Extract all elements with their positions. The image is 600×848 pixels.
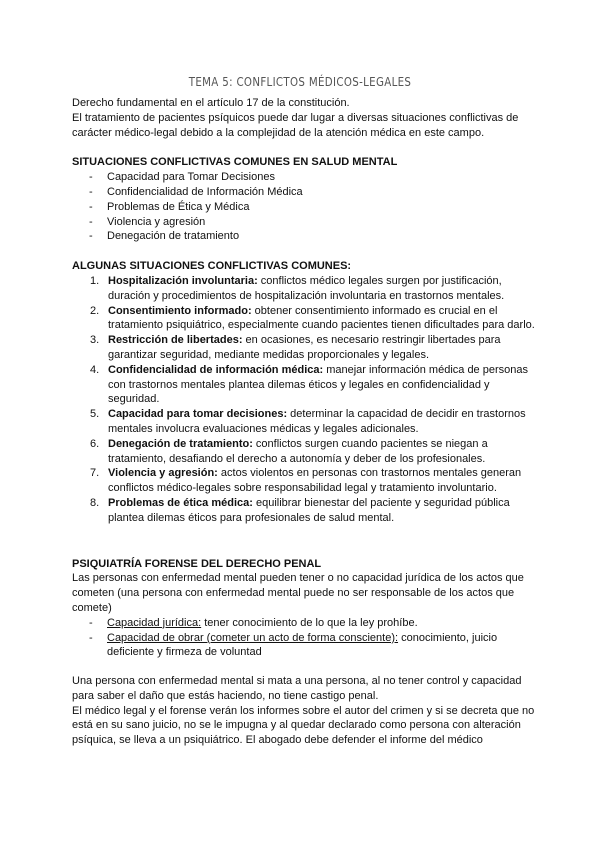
document-body [72,96,536,748]
list-item [72,363,536,407]
list-item [72,407,536,437]
item-text: equilibrar bienestar del paciente y seguridad pública plantea dilemas éticos para profesionales de salud mental. [108,496,510,524]
list-item: - Confidencialidad de Información Médica [72,185,536,200]
section1-list [72,170,536,244]
item-term: Capacidad de obrar (cometer un acto de forma consciente): [107,631,399,644]
list-item [72,274,536,304]
item-number: 8. [90,496,100,509]
section2-heading: ALGUNAS SITUACIONES CONFLICTIVAS COMUNES: [72,260,352,273]
item-text: conflictos surgen cuando pacientes se niegan a tratamiento, desafiando el derecho a autonomía y deber de los profesionales. [108,437,488,465]
page-title: TEMA 5: CONFLICTOS MÉDICOS-LEGALES [188,74,412,89]
item-text: actos violentos en personas con trastornos mentales generan conflictos médico-legales sobre responsabilidad legal y tratamiento involuntario. [108,467,522,495]
section3-heading: PSIQUIATRÍA FORENSE DEL DERECHO PENAL [72,557,322,570]
list-item: - Problemas de Ética y Médica [72,200,536,215]
item-term: Consentimiento informado: [108,304,252,317]
item-number: 3. [90,334,100,347]
list-item [72,466,536,496]
intro-line-1: Derecho fundamental en el artículo 17 de la constitución. [72,97,350,109]
item-text: determinar la capacidad de decidir en trastornos mentales involucra evaluaciones médicas y legales adicionales. [108,408,526,435]
item-number: 1. [90,274,100,287]
item-text: conflictos médico legales surgen por justificación, duración y procedimientos de hospitalización involuntaria en trastornos mentales. [108,274,505,302]
intro-line-2: El tratamiento de pacientes psíquicos puede dar lugar a diversas situaciones conflictivas de carácter médico-legal debido a la complejidad de la atención médica en este campo. [72,111,519,139]
item-number: 5. [90,408,100,421]
list-item [72,304,536,334]
item-term: Violencia y agresión: [108,467,218,480]
list-item: - Capacidad para Tomar Decisiones [72,170,536,185]
item-term: Restricción de libertades: [108,334,243,347]
item-term: Capacidad para tomar decisiones: [108,408,288,421]
item-number: 2. [90,304,100,317]
item-text: manejar información médica de personas con trastornos mentales plantea dilemas éticos y legales en confidencialidad y seguridad. [108,363,528,406]
section3-intro: Las personas con enfermedad mental pueden tener o no capacidad jurídica de los actos que cometen (una persona con enfermedad mental puede no ser responsable de los actos que comete) [72,572,524,614]
item-term: Capacidad jurídica: [107,616,202,629]
item-term: Problemas de ética médica: [108,496,253,509]
item-number: 7. [90,467,100,480]
list-item: - Denegación de tratamiento [72,229,536,244]
item-number: 6. [90,437,100,450]
section2-list [72,274,536,526]
list-item [72,631,536,661]
item-term: Denegación de tratamiento: [108,437,253,450]
list-item [72,437,536,467]
section3-paragraph-1: Una persona con enfermedad mental si mata a una persona, al no tener control y capacidad para saber el daño que estás haciendo, no tiene castigo penal. [72,675,522,702]
section3-paragraph-2: El médico legal y el forense verán los informes sobre el autor del crimen y si se decreta que no está en su sano juicio, no se le impugna y al quedar declarado como persona con alteración psíquica, se lleva a un psiquiátrico. El abogado debe defender el informe del médico [72,704,535,747]
section3-list [72,616,536,660]
item-number: 4. [90,363,100,376]
item-text: obtener consentimiento informado es crucial en el tratamiento psiquiátrico, especialmente cuando pacientes tienen dificultades para darlo. [108,304,535,332]
item-term: Hospitalización involuntaria: [108,274,258,287]
item-text: conocimiento, juicio deficiente y firmeza de voluntad [107,631,498,659]
item-text: en ocasiones, es necesario restringir libertades para garantizar seguridad, mediante medidas proporcionales y legales. [108,334,501,361]
item-text: tener conocimiento de lo que la ley prohíbe. [201,616,418,629]
item-term: Confidencialidad de información médica: [108,363,324,376]
list-item [72,333,536,363]
section1-heading: SITUACIONES CONFLICTIVAS COMUNES EN SALUD MENTAL [72,156,398,169]
list-item: - Violencia y agresión [72,215,536,230]
list-item [72,616,536,631]
list-item [72,496,536,526]
